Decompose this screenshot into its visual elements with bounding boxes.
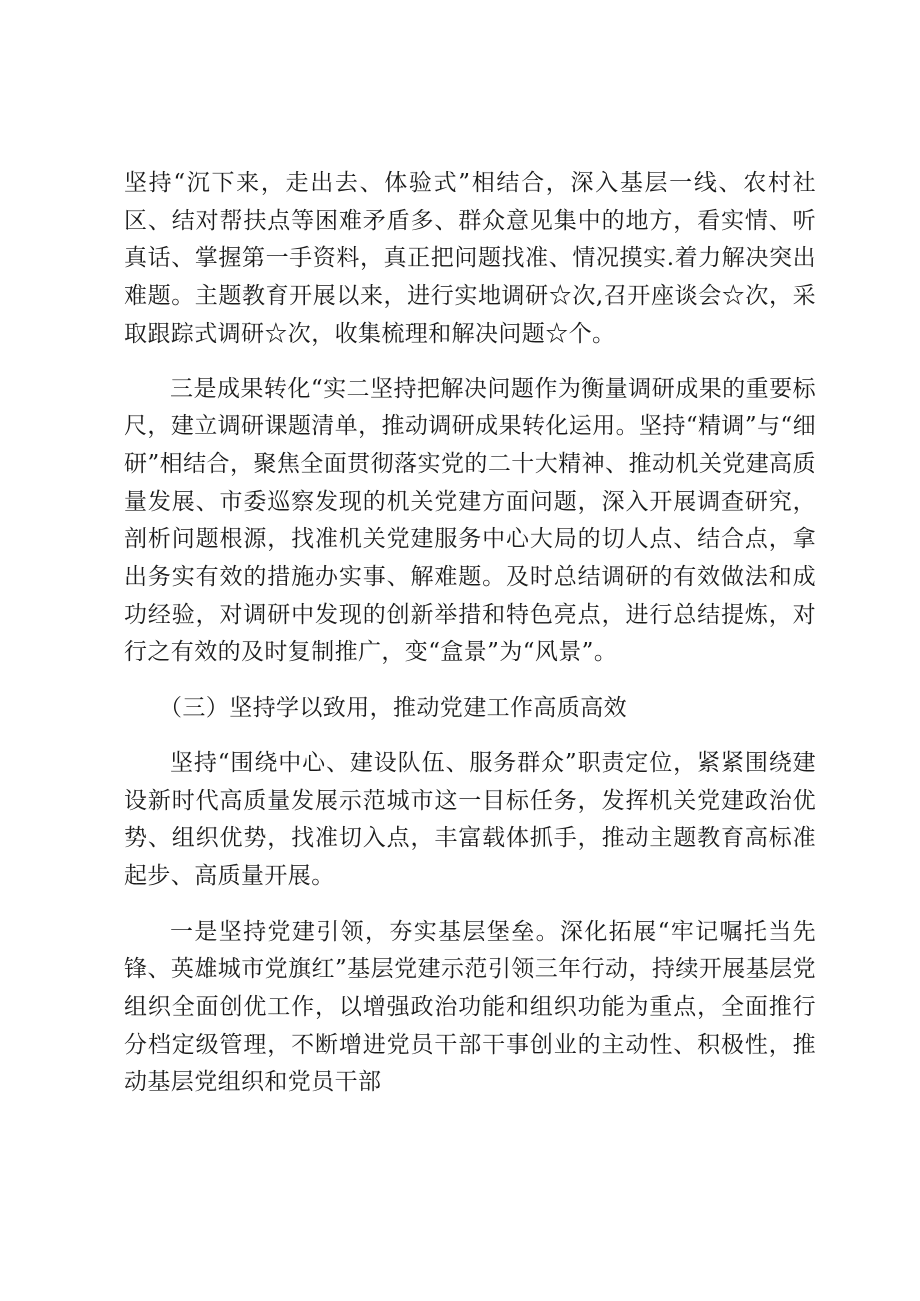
section-heading: （三）坚持学以致用，推动党建工作高质高效 bbox=[159, 695, 627, 722]
paragraph-positioning: 坚持“围绕中心、建设队伍、服务群众”职责定位，紧紧围绕建设新时代高质量发展示范城市这一目标任务，发挥机关党建政治优势、组织优势，找准切入点，丰富载体抓手，推动主题教育高标准起步、高质量开展。 bbox=[124, 749, 816, 889]
paragraph-field-research: 坚持“沉下来，走出去、体验式”相结合，深入基层一线、农村社区、结对帮扶点等困难矛盾多、群众意见集中的地方，看实情、听真话、掌握第一手资料，真正把问题找准、情况摸实.着力解决突出难题。主题教育开展以来，进行实地调研☆次,召开座谈会☆次，采取跟踪式调研☆次，收集梳理和解决问题☆个。 bbox=[124, 170, 816, 347]
paragraph-party-building: 一是坚持党建引领，夯实基层堡垒。深化拓展“牢记嘱托当先锋、英雄城市党旗红”基层党建示范引领三年行动，持续开展基层党组织全面创优工作，以增强政治功能和组织功能为重点，全面推行分档定级管理，不断增进党员干部干事创业的主动性、积极性，推动基层党组织和党员干部 bbox=[124, 918, 816, 1096]
paragraph-results-transformation: 三是成果转化“实二坚持把解决问题作为衡量调研成果的重要标尺，建立调研课题清单，推动调研成果转化运用。坚持“精调”与“细研”相结合，聚焦全面贯彻落实党的二十大精神、推动机关党建高质量发展、市委巡察发现的机关党建方面问题，深入开展调查研究，剖析问题根源，找准机关党建服务中心大局的切人点、结合点，拿出务实有效的措施办实事、解难题。及时总结调研的有效做法和成功经验，对调研中发现的创新举措和特色亮点，进行总结提炼，对行之有效的及时复制推广，变“盒景”为“风景”。 bbox=[124, 375, 816, 666]
document-body bbox=[124, 165, 816, 1102]
